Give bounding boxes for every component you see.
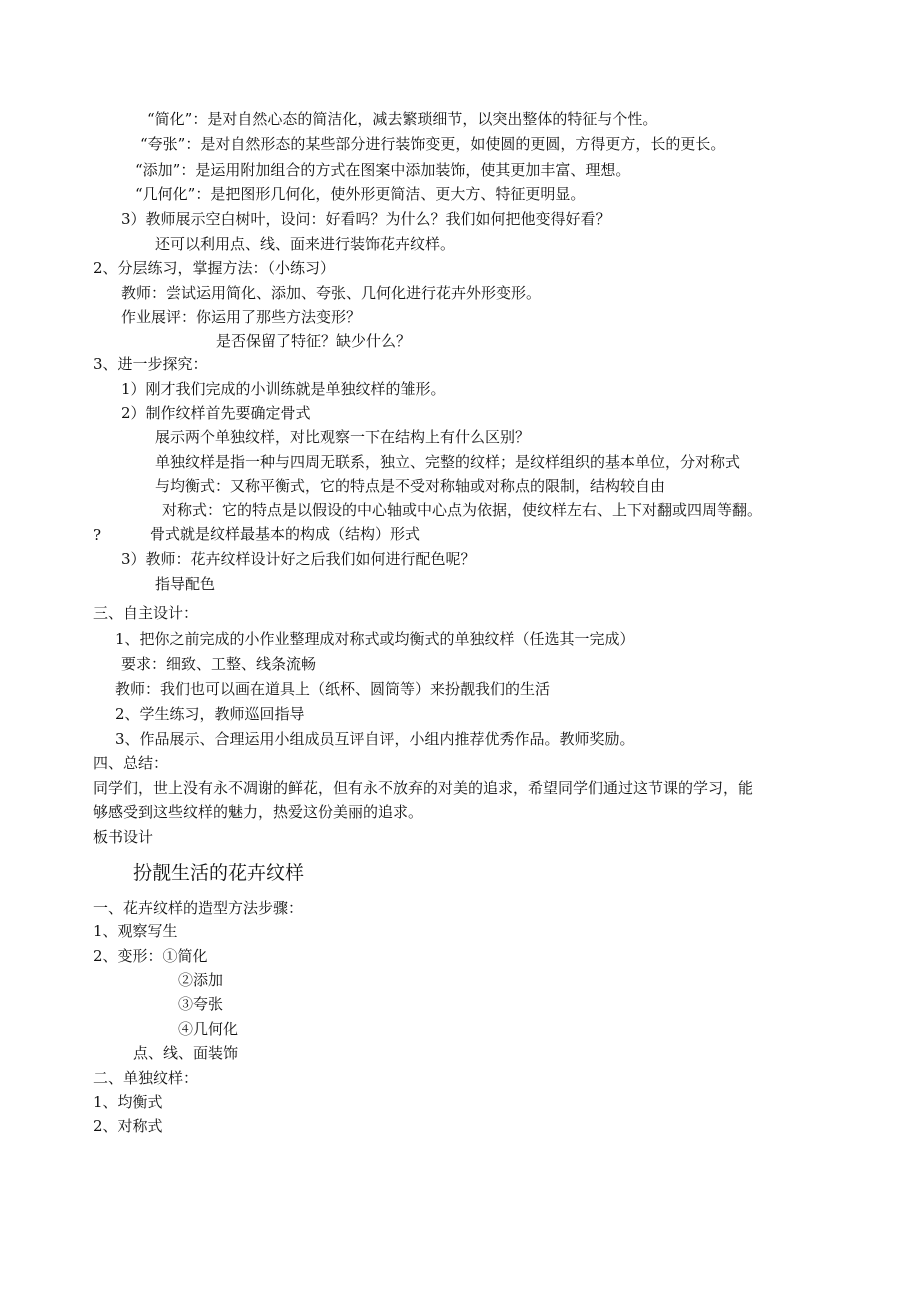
text-line: 教师：我们也可以画在道具上（纸杯、圆筒等）来扮靓我们的生活	[115, 680, 551, 698]
text-line: 同学们，世上没有永不凋谢的鲜花，但有永不放弃的对美的追求，希望同学们通过这节课的学习，能	[93, 779, 754, 797]
text-line: 还可以利用点、线、面来进行装饰花卉纹样。	[155, 235, 456, 253]
text-line: 够感受到这些纹样的魅力，热爱这份美丽的追求。	[93, 803, 424, 821]
text-line: 2、变形：①简化	[93, 947, 208, 965]
text-line: 板书设计	[93, 828, 154, 846]
text-line: 1、均衡式	[93, 1093, 163, 1111]
text-line: 指导配色	[155, 575, 216, 593]
text-line: 与均衡式：又称平衡式，它的特点是不受对称轴或对称点的限制，结构较自由	[155, 477, 666, 495]
text-line: 作业展评：你运用了那些方法变形？	[121, 308, 362, 326]
text-line: “几何化”：是把图形几何化，使外形更简洁、更大方、特征更明显。	[135, 185, 586, 203]
board-title: 扮靓生活的花卉纹样	[133, 862, 305, 884]
text-line: 对称式：它的特点是以假设的中心轴或中心点为依据，使纹样左右、上下对翻或四周等翻。	[162, 501, 763, 519]
text-line: 3、进一步探究：	[93, 355, 208, 373]
text-line: 2、分层练习，掌握方法：（小练习）	[93, 259, 336, 277]
section-heading: 三、自主设计：	[93, 604, 199, 622]
text-line: 单独纹样是指一种与四周无联系，独立、完整的纹样；是纹样组织的基本单位，分对称式	[155, 453, 741, 471]
text-line: 1）刚才我们完成的小训练就是单独纹样的雏形。	[121, 380, 446, 398]
text-line: ?	[93, 526, 102, 544]
section-heading: 一、花卉纹样的造型方法步骤：	[93, 899, 304, 917]
text-line: ③夸张	[178, 995, 224, 1013]
text-line: 点、线、面装饰	[133, 1044, 239, 1062]
text-line: ②添加	[178, 971, 224, 989]
text-line: “添加”：是运用附加组合的方式在图案中添加装饰，使其更加丰富、理想。	[135, 161, 631, 179]
text-line: 2）制作纹样首先要确定骨式	[121, 404, 311, 422]
text-line: 1、观察写生	[93, 922, 178, 940]
text-line: “夸张”：是对自然形态的某些部分进行装饰变更，如使圆的更圆，方得更方，长的更长。	[140, 135, 726, 153]
text-line: 3、作品展示、合理运用小组成员互评自评，小组内推荐优秀作品。教师奖励。	[115, 730, 635, 748]
text-line: 骨式就是纹样最基本的构成（结构）形式	[150, 525, 421, 543]
text-line: 要求：细致、工整、线条流畅	[121, 655, 317, 673]
text-line: 2、对称式	[93, 1117, 163, 1135]
section-heading: 四、总结：	[93, 754, 169, 772]
text-line: “简化”：是对自然心态的简洁化，减去繁琐细节，以突出整体的特征与个性。	[147, 110, 658, 128]
section-heading: 二、单独纹样：	[93, 1069, 199, 1087]
text-line: 2、学生练习，教师巡回指导	[115, 705, 305, 723]
text-line: 3）教师：花卉纹样设计好之后我们如何进行配色呢？	[121, 550, 476, 568]
text-line: 3）教师展示空白树叶，设问：好看吗？为什么？我们如何把他变得好看？	[121, 210, 611, 228]
text-line: 教师：尝试运用简化、添加、夸张、几何化进行花卉外形变形。	[121, 284, 542, 302]
text-line: 1、把你之前完成的小作业整理成对称式或均衡式的单独纹样（任选其一完成）	[115, 630, 635, 648]
text-line: ④几何化	[178, 1020, 239, 1038]
text-line: 是否保留了特征？缺少什么？	[216, 332, 412, 350]
text-line: 展示两个单独纹样，对比观察一下在结构上有什么区别？	[155, 428, 531, 446]
